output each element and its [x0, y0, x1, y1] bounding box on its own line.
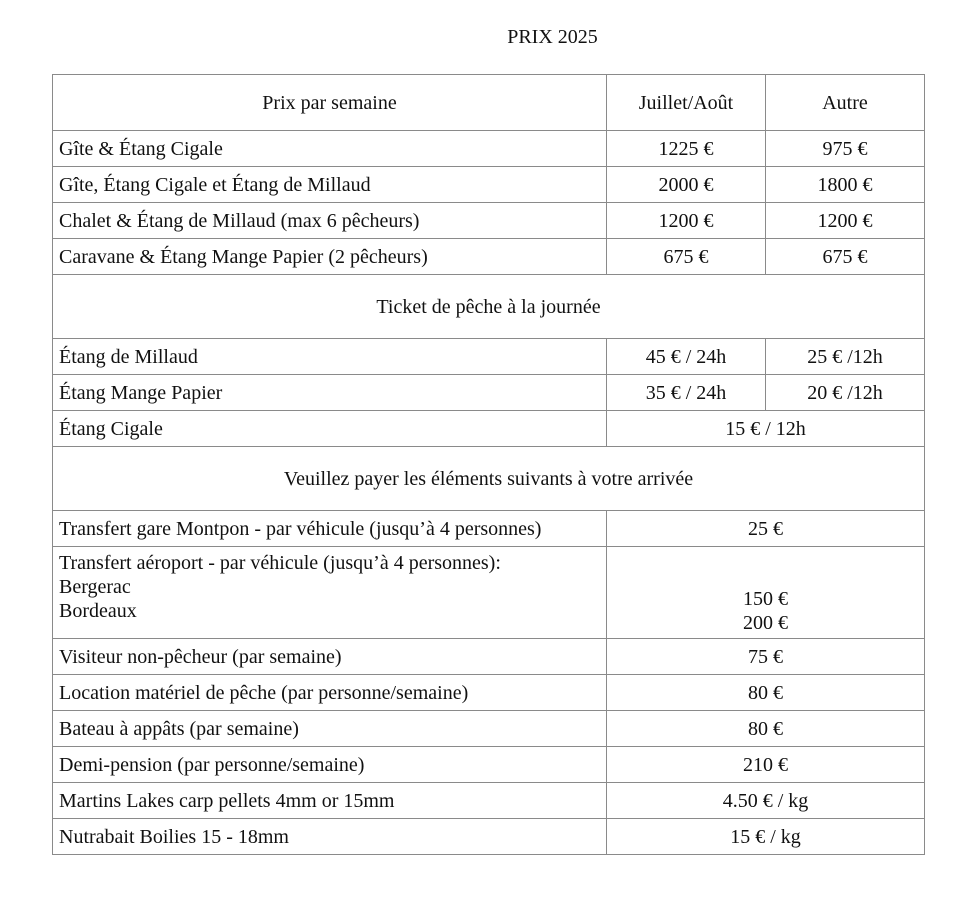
summer-price: 1225 € — [607, 131, 766, 167]
other-price: 675 € — [766, 239, 925, 275]
row-label: Étang Mange Papier — [53, 375, 607, 411]
other-price: 1800 € — [766, 167, 925, 203]
bergerac-price: 150 € — [743, 588, 788, 610]
price-12h: 20 € /12h — [766, 375, 925, 411]
header-july-august: Juillet/Août — [607, 75, 766, 131]
table-header-row — [53, 75, 925, 131]
table-row — [53, 783, 925, 819]
row-label: Transfert gare Montpon - par véhicule (jusqu’à 4 personnes) — [53, 511, 607, 547]
table-row — [53, 203, 925, 239]
row-label: Visiteur non-pêcheur (par semaine) — [53, 639, 607, 675]
summer-price: 1200 € — [607, 203, 766, 239]
summer-price: 675 € — [607, 239, 766, 275]
table-row — [53, 819, 925, 855]
row-price: 75 € — [607, 639, 925, 675]
header-weekly-price: Prix par semaine — [53, 75, 607, 131]
arrival-heading: Veuillez payer les éléments suivants à votre arrivée — [53, 447, 925, 511]
table-row — [53, 131, 925, 167]
table-row — [53, 411, 925, 447]
row-label: Caravane & Étang Mange Papier (2 pêcheurs) — [53, 239, 607, 275]
row-label: Chalet & Étang de Millaud (max 6 pêcheurs) — [53, 203, 607, 239]
bordeaux-price: 200 € — [743, 612, 788, 634]
table-row — [53, 239, 925, 275]
table-row — [53, 675, 925, 711]
table-row — [53, 747, 925, 783]
summer-price: 2000 € — [607, 167, 766, 203]
price-24h: 35 € / 24h — [607, 375, 766, 411]
row-label: Gîte & Étang Cigale — [53, 131, 607, 167]
row-label: Gîte, Étang Cigale et Étang de Millaud — [53, 167, 607, 203]
row-price: 210 € — [607, 747, 925, 783]
other-price: 975 € — [766, 131, 925, 167]
table-row — [53, 167, 925, 203]
row-price: 15 € / kg — [607, 819, 925, 855]
airport-prices-cell — [607, 547, 925, 639]
table-row — [53, 375, 925, 411]
section-heading-row — [53, 447, 925, 511]
row-label: Étang Cigale — [53, 411, 607, 447]
day-ticket-heading: Ticket de pêche à la journée — [53, 275, 925, 339]
row-price: 4.50 € / kg — [607, 783, 925, 819]
price-12h: 25 € /12h — [766, 339, 925, 375]
row-price: 80 € — [607, 675, 925, 711]
price-table — [52, 74, 925, 855]
row-label: Transfert aéroport - par véhicule (jusqu’à 4 personnes): — [59, 552, 501, 574]
row-price: 25 € — [607, 511, 925, 547]
row-label: Étang de Millaud — [53, 339, 607, 375]
row-label: Bateau à appâts (par semaine) — [53, 711, 607, 747]
row-label: Nutrabait Boilies 15 - 18mm — [53, 819, 607, 855]
page-title: PRIX 2025 — [507, 26, 598, 48]
airport-transfer-cell — [53, 547, 607, 639]
row-label: Demi-pension (par personne/semaine) — [53, 747, 607, 783]
table-row — [53, 547, 925, 639]
other-price: 1200 € — [766, 203, 925, 239]
price-12h: 15 € / 12h — [607, 411, 925, 447]
price-24h: 45 € / 24h — [607, 339, 766, 375]
table-row — [53, 339, 925, 375]
row-label: Martins Lakes carp pellets 4mm or 15mm — [53, 783, 607, 819]
row-price: 80 € — [607, 711, 925, 747]
row-label: Location matériel de pêche (par personne/semaine) — [53, 675, 607, 711]
table-row — [53, 639, 925, 675]
header-other: Autre — [766, 75, 925, 131]
airport-bergerac: Bergerac — [59, 576, 131, 598]
airport-bordeaux: Bordeaux — [59, 600, 137, 622]
table-row — [53, 711, 925, 747]
table-row — [53, 511, 925, 547]
section-heading-row — [53, 275, 925, 339]
